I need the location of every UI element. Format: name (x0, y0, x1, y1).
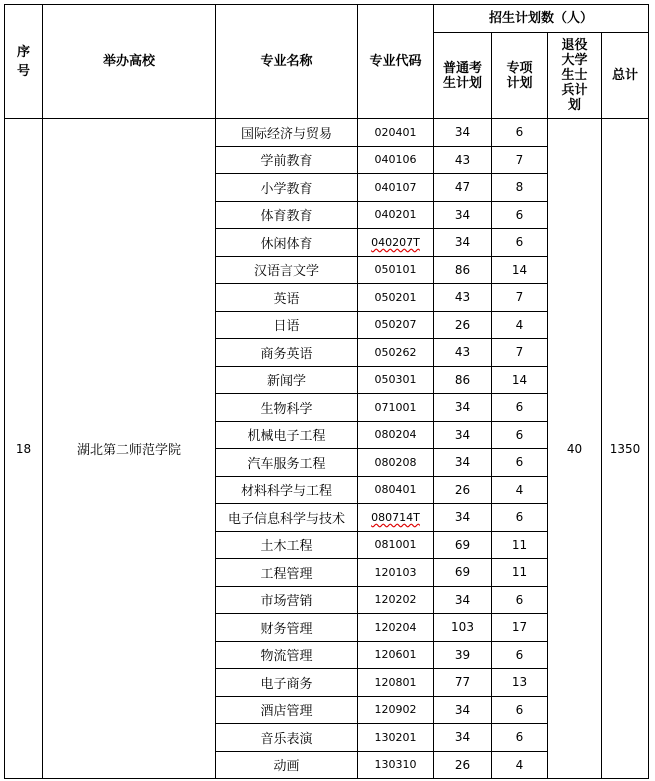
general-plan-cell: 39 (434, 641, 492, 669)
general-plan-cell: 86 (434, 256, 492, 284)
major-code-cell (358, 146, 434, 174)
major-code-cell (358, 119, 434, 147)
major-name-cell: 材料科学与工程 (216, 476, 358, 504)
major-name-cell: 商务英语 (216, 339, 358, 367)
major-code-text: 081001 (374, 538, 417, 552)
major-code-text: 050207 (374, 318, 417, 332)
major-code-cell (358, 229, 434, 257)
major-code-cell (358, 366, 434, 394)
general-plan-cell: 77 (434, 669, 492, 697)
major-code-text: 040107 (374, 180, 417, 194)
special-plan-cell: 13 (492, 669, 548, 697)
major-name-cell: 学前教育 (216, 146, 358, 174)
special-plan-cell: 6 (492, 641, 548, 669)
major-name-cell: 工程管理 (216, 559, 358, 587)
major-name-cell: 国际经济与贸易 (216, 119, 358, 147)
special-plan-cell: 6 (492, 504, 548, 532)
header-veteran-line-1: 退役 (561, 38, 588, 53)
major-name-cell: 汽车服务工程 (216, 449, 358, 477)
header-veteran-plan (548, 33, 602, 119)
major-code-cell (358, 696, 434, 724)
header-special-plan (492, 33, 548, 119)
major-name-cell: 休闲体育 (216, 229, 358, 257)
header-seq-char-1: 序 (16, 44, 30, 60)
major-code-text: 120601 (374, 648, 417, 662)
general-plan-cell: 26 (434, 476, 492, 504)
general-plan-cell: 43 (434, 146, 492, 174)
major-code-cell (358, 531, 434, 559)
major-name-cell: 生物科学 (216, 394, 358, 422)
special-plan-cell: 6 (492, 201, 548, 229)
group-school: 湖北第二师范学院 (43, 119, 216, 779)
major-code-cell (358, 476, 434, 504)
major-name-cell: 日语 (216, 311, 358, 339)
special-plan-cell: 8 (492, 174, 548, 202)
general-plan-cell: 26 (434, 751, 492, 779)
major-code-text: 040106 (374, 153, 417, 167)
major-code-cell (358, 751, 434, 779)
major-name-cell: 体育教育 (216, 201, 358, 229)
major-code-cell (358, 614, 434, 642)
general-plan-cell: 69 (434, 559, 492, 587)
special-plan-cell: 11 (492, 559, 548, 587)
special-plan-cell: 6 (492, 724, 548, 752)
special-plan-cell: 6 (492, 119, 548, 147)
general-plan-cell: 47 (434, 174, 492, 202)
special-plan-cell: 4 (492, 751, 548, 779)
major-code-text: 080401 (374, 483, 417, 497)
major-code-cell (358, 669, 434, 697)
special-plan-cell: 11 (492, 531, 548, 559)
major-code-text: 120103 (374, 565, 417, 579)
general-plan-cell: 34 (434, 696, 492, 724)
major-code-text: 050201 (374, 290, 417, 304)
major-code-text: 120801 (374, 675, 417, 689)
header-veteran-line-2: 大学 (561, 53, 588, 68)
special-plan-cell: 6 (492, 586, 548, 614)
major-code-text: 130310 (374, 758, 417, 772)
header-veteran-line-3: 生士 (561, 68, 588, 83)
enrollment-plan-table (4, 4, 649, 779)
header-veteran-line-4: 兵计 (561, 83, 588, 98)
major-name-cell: 电子信息科学与技术 (216, 504, 358, 532)
major-code-text: 050301 (374, 373, 417, 387)
special-plan-cell: 7 (492, 146, 548, 174)
major-name-cell: 市场营销 (216, 586, 358, 614)
group-veteran: 40 (548, 119, 602, 779)
header-major-name: 专业名称 (216, 5, 358, 119)
major-code-text: 120202 (374, 593, 417, 607)
special-plan-cell: 4 (492, 476, 548, 504)
major-code-cell (358, 421, 434, 449)
major-name-cell: 物流管理 (216, 641, 358, 669)
header-general-plan (434, 33, 492, 119)
header-total: 总计 (602, 33, 649, 119)
special-plan-cell: 6 (492, 421, 548, 449)
header-veteran-line-5: 划 (567, 98, 581, 113)
general-plan-cell: 34 (434, 394, 492, 422)
major-code-text: 120902 (374, 703, 417, 717)
major-code-cell (358, 256, 434, 284)
major-code-cell (358, 641, 434, 669)
table-row (5, 119, 649, 147)
special-plan-cell: 7 (492, 284, 548, 312)
general-plan-cell: 86 (434, 366, 492, 394)
general-plan-cell: 34 (434, 504, 492, 532)
general-plan-cell: 34 (434, 421, 492, 449)
major-code-cell (358, 174, 434, 202)
special-plan-cell: 7 (492, 339, 548, 367)
major-code-cell (358, 311, 434, 339)
header-major-code: 专业代码 (358, 5, 434, 119)
general-plan-cell: 103 (434, 614, 492, 642)
major-code-text: 120204 (374, 620, 417, 634)
major-code-text: 050262 (374, 345, 417, 359)
major-name-cell: 英语 (216, 284, 358, 312)
header-seq (5, 5, 43, 119)
major-name-cell: 动画 (216, 751, 358, 779)
general-plan-cell: 43 (434, 339, 492, 367)
header-special-line-2: 计划 (506, 75, 533, 91)
general-plan-cell: 34 (434, 724, 492, 752)
special-plan-cell: 6 (492, 449, 548, 477)
general-plan-cell: 34 (434, 229, 492, 257)
group-seq: 18 (5, 119, 43, 779)
special-plan-cell: 6 (492, 229, 548, 257)
special-plan-cell: 14 (492, 366, 548, 394)
major-name-cell: 汉语言文学 (216, 256, 358, 284)
major-code-cell (358, 339, 434, 367)
major-code-text: 080208 (374, 455, 417, 469)
header-general-line-1: 普通考 (442, 60, 482, 76)
major-code-text: 040201 (374, 208, 417, 222)
general-plan-cell: 34 (434, 119, 492, 147)
major-code-text: 130201 (374, 730, 417, 744)
major-name-cell: 财务管理 (216, 614, 358, 642)
major-name-cell: 电子商务 (216, 669, 358, 697)
major-code-cell (358, 449, 434, 477)
major-code-cell (358, 504, 434, 532)
special-plan-cell: 4 (492, 311, 548, 339)
major-code-text: 080204 (374, 428, 417, 442)
header-general-line-2: 生计划 (442, 75, 482, 91)
special-plan-cell: 14 (492, 256, 548, 284)
major-name-cell: 新闻学 (216, 366, 358, 394)
major-code-cell (358, 559, 434, 587)
major-code-text: 020401 (374, 125, 417, 139)
general-plan-cell: 34 (434, 201, 492, 229)
group-total: 1350 (602, 119, 649, 779)
major-code-text: 040207T (371, 235, 420, 249)
table-body (5, 119, 649, 779)
major-name-cell: 音乐表演 (216, 724, 358, 752)
header-special-line-1: 专项 (506, 60, 533, 76)
major-code-text: 080714T (371, 510, 420, 524)
major-code-text: 071001 (374, 400, 417, 414)
general-plan-cell: 34 (434, 449, 492, 477)
major-code-cell (358, 394, 434, 422)
header-plan-group: 招生计划数（人） (434, 5, 649, 33)
major-code-cell (358, 586, 434, 614)
special-plan-cell: 17 (492, 614, 548, 642)
header-school: 举办高校 (43, 5, 216, 119)
major-name-cell: 酒店管理 (216, 696, 358, 724)
major-code-cell (358, 724, 434, 752)
general-plan-cell: 26 (434, 311, 492, 339)
special-plan-cell: 6 (492, 394, 548, 422)
general-plan-cell: 69 (434, 531, 492, 559)
major-name-cell: 机械电子工程 (216, 421, 358, 449)
header-seq-char-2: 号 (16, 63, 30, 79)
special-plan-cell: 6 (492, 696, 548, 724)
general-plan-cell: 34 (434, 586, 492, 614)
major-code-text: 050101 (374, 263, 417, 277)
major-code-cell (358, 284, 434, 312)
general-plan-cell: 43 (434, 284, 492, 312)
major-name-cell: 小学教育 (216, 174, 358, 202)
major-code-cell (358, 201, 434, 229)
major-name-cell: 土木工程 (216, 531, 358, 559)
